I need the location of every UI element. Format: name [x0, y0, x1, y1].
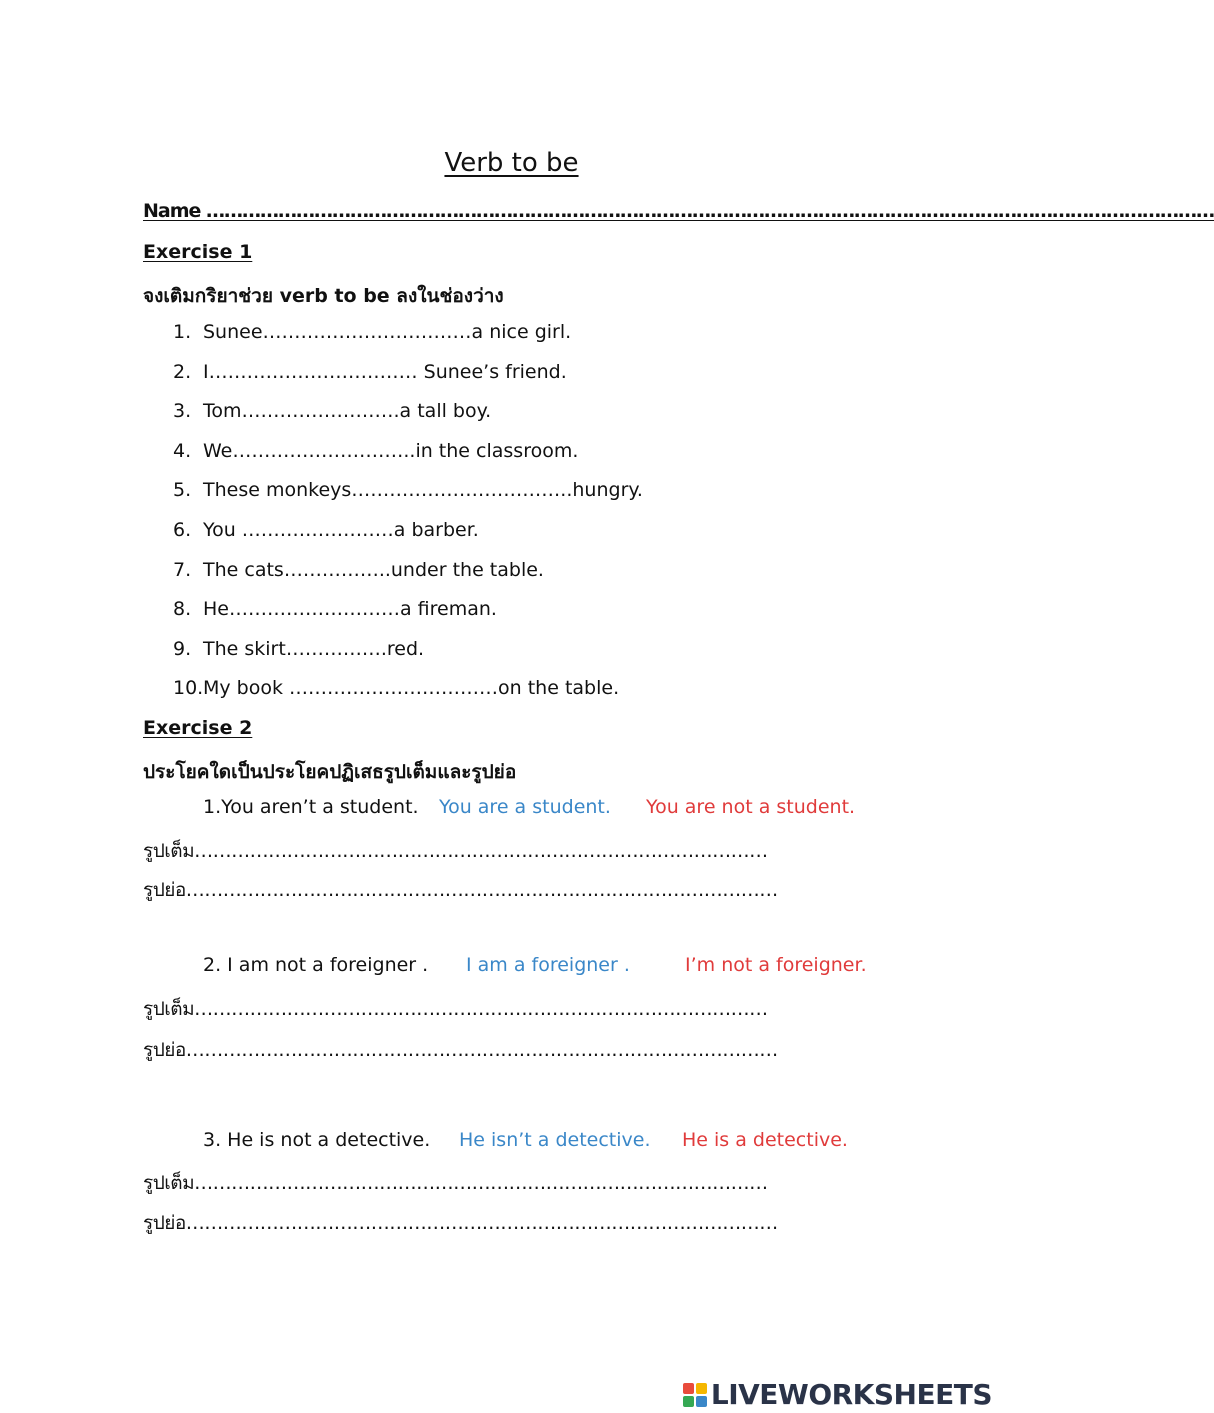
answer-option-blue[interactable]: He isn’t a detective. [459, 1129, 651, 1151]
liveworksheets-logo-icon [683, 1383, 707, 1407]
exercise2-instruction: ประโยคใดเป็นประโยคปฏิเสธรูปเต็มและรูปย่อ [143, 761, 517, 783]
exercise2-question-prompt: 1.You aren’t a student. [203, 796, 419, 818]
exercise1-item[interactable]: 8. He………………………a fireman. [173, 598, 497, 620]
full-form-blank[interactable]: รูปเต็ม………………………………………………………………………………… [143, 1172, 768, 1194]
exercise1-heading: Exercise 1 [143, 241, 253, 263]
answer-option-blue[interactable]: I am a foreigner . [466, 954, 630, 976]
exercise2-question-prompt: 3. He is not a detective. [203, 1129, 431, 1151]
liveworksheets-logo [683, 1378, 992, 1411]
short-form-blank[interactable]: รูปย่อ…………………………………………………………………………………… [143, 879, 778, 901]
exercise1-item[interactable]: 4. We………………………..in the classroom. [173, 440, 579, 462]
exercise1-item[interactable]: 10.My book ……………………………on the table. [173, 677, 620, 699]
full-form-blank[interactable]: รูปเต็ม………………………………………………………………………………… [143, 998, 768, 1020]
exercise1-item[interactable]: 3. Tom…………………….a tall boy. [173, 400, 492, 422]
exercise1-instruction: จงเติมกริยาช่วย verb to be ลงในช่องว่าง [143, 285, 504, 307]
liveworksheets-logo-text: LIVEWORKSHEETS [710, 1378, 992, 1411]
exercise2-heading: Exercise 2 [143, 717, 253, 739]
name-field[interactable]: Name …………………………………………………………………………………………………………………………………………………… [143, 200, 1214, 222]
answer-option-red[interactable]: You are not a student. [646, 796, 856, 818]
short-form-blank[interactable]: รูปย่อ…………………………………………………………………………………… [143, 1212, 778, 1234]
full-form-blank[interactable]: รูปเต็ม………………………………………………………………………………… [143, 840, 768, 862]
answer-option-blue[interactable]: You are a student. [439, 796, 611, 818]
exercise1-item[interactable]: 1. Sunee……………………………a nice girl. [173, 321, 572, 343]
exercise1-item[interactable]: 9. The skirt…………….red. [173, 638, 425, 660]
exercise1-item[interactable]: 7. The cats……………..under the table. [173, 559, 544, 581]
exercise1-item[interactable]: 2. I…………………………… Sunee’s friend. [173, 361, 567, 383]
exercise1-item[interactable]: 6. You ……………………a barber. [173, 519, 479, 541]
exercise2-question-prompt: 2. I am not a foreigner . [203, 954, 429, 976]
worksheet-title: Verb to be [444, 148, 579, 178]
answer-option-red[interactable]: He is a detective. [682, 1129, 848, 1151]
answer-option-red[interactable]: I’m not a foreigner. [685, 954, 867, 976]
exercise1-item[interactable]: 5. These monkeys……………………………..hungry. [173, 479, 643, 501]
short-form-blank[interactable]: รูปย่อ…………………………………………………………………………………… [143, 1039, 778, 1061]
